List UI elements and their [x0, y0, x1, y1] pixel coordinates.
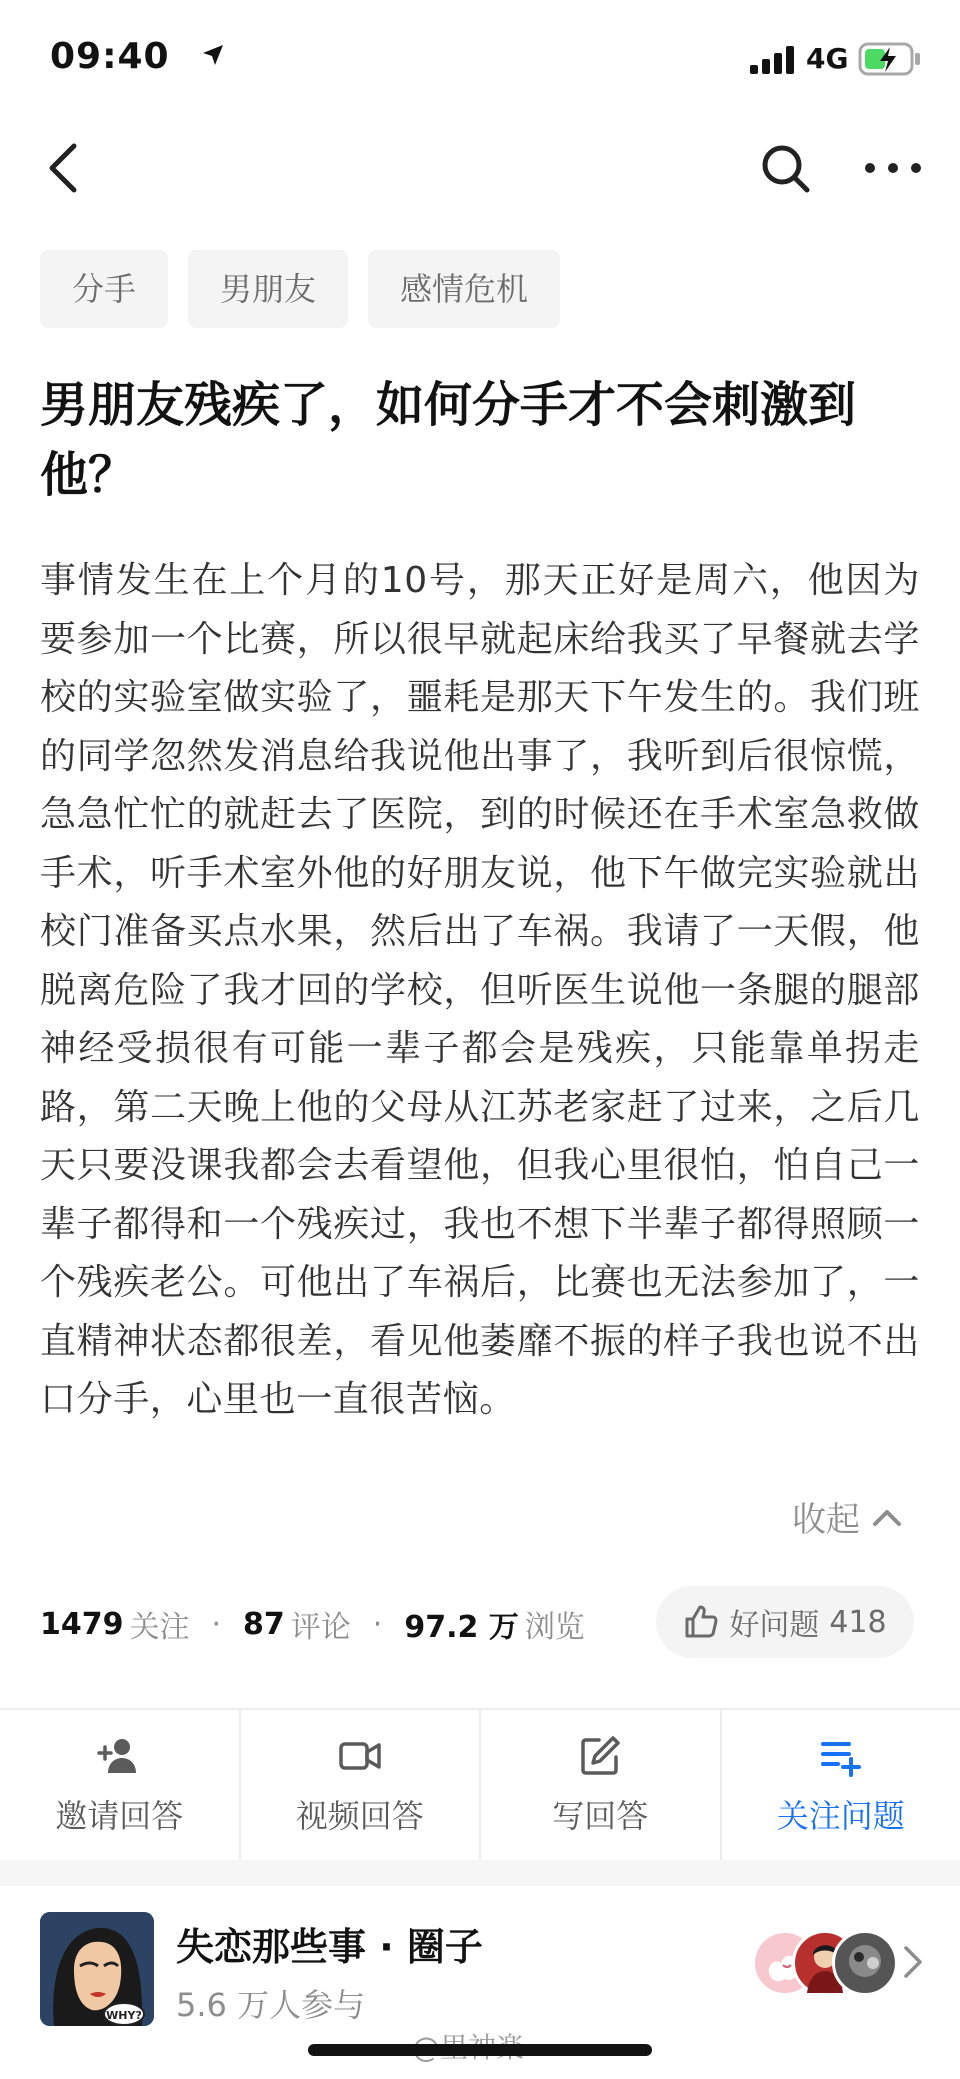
circle-avatar — [40, 1912, 154, 2026]
battery-charging-icon — [858, 42, 922, 76]
follow-count: 1479 — [40, 1606, 124, 1642]
view-count: 97.2 万 — [404, 1610, 519, 1645]
topic-tag[interactable]: 男朋友 — [188, 250, 348, 328]
question-title: 男朋友残疾了，如何分手才不会刺激到他？ — [40, 377, 857, 503]
edit-icon — [577, 1733, 623, 1779]
follow-question-button[interactable] — [722, 1710, 960, 1860]
video-camera-icon — [337, 1733, 383, 1779]
thumbs-up-icon — [683, 1604, 719, 1640]
search-icon[interactable] — [757, 140, 813, 196]
status-bar — [0, 0, 960, 120]
circle-title: 失恋那些事 · 圈子 — [176, 1925, 483, 1969]
topic-tag[interactable]: 感情危机 — [368, 250, 560, 328]
more-options-icon[interactable] — [862, 140, 924, 196]
network-type: 4G — [806, 42, 849, 75]
video-answer-button[interactable] — [241, 1710, 482, 1860]
signal-strength-icon — [750, 46, 796, 74]
section-divider — [0, 1860, 960, 1886]
question-stats — [40, 1594, 585, 1654]
location-arrow-icon — [202, 44, 224, 66]
home-indicator — [308, 2044, 652, 2056]
circle-participants: 5.6 万人参与 — [176, 1986, 366, 2024]
collapse-label: 收起 — [792, 1500, 860, 1540]
stats-separator: · — [372, 1606, 383, 1642]
video-answer-label: 视频回答 — [295, 1797, 424, 1835]
invite-answer-button[interactable] — [0, 1710, 241, 1860]
member-avatar — [832, 1930, 898, 1996]
good-question-button[interactable] — [656, 1586, 914, 1658]
good-question-label: 好问题 — [729, 1608, 820, 1643]
comment-label[interactable]: 评论 — [290, 1610, 351, 1645]
follow-question-label: 关注问题 — [776, 1797, 905, 1835]
chevron-up-icon — [872, 1507, 902, 1527]
back-arrow-icon[interactable] — [40, 138, 90, 198]
good-question-count: 418 — [829, 1604, 887, 1640]
comment-count[interactable]: 87 — [243, 1606, 285, 1642]
invite-answer-label: 邀请回答 — [55, 1797, 184, 1835]
write-answer-label: 写回答 — [552, 1797, 649, 1835]
view-label: 浏览 — [524, 1610, 585, 1645]
status-time: 09:40 — [50, 36, 170, 77]
write-answer-button[interactable] — [481, 1710, 722, 1860]
follow-label: 关注 — [129, 1610, 190, 1645]
member-avatars — [752, 1930, 902, 2000]
question-body: 事情发生在上个月的10号，那天正好是周六，他因为要参加一个比赛，所以很早就起床给我买了早餐就去学校的实验室做实验了，噩耗是那天下午发生的。我们班的同学忽然发消息给我说他出事了，我听到后很惊慌，急急忙忙的就赶去了医院，到的时候还在手术室急救做手术，听手术室外他的好朋友说，他下午做完实验就出校门准备买点水果，然后出了车祸。我请了一天假，他脱离危险了我才回的学校，但听医生说他一条腿的腿部神经受损很有可能一辈子都会是残疾，只能靠单拐走路，第二天晚上他的父母从江苏老家赶了过来，之后几天只要没课我都会去看望他，但我心里很怕，怕自己一辈子都得和一个残疾过，我也不想下半辈子都得照顾一个残疾老公。可他出了车祸后，比赛也无法参加了，一直精神状态都很差，看见他萎靡不振的样子我也说不出口分手，心里也一直很苦恼。 — [40, 560, 920, 1420]
collapse-button[interactable] — [792, 1492, 902, 1541]
answer-action-bar — [0, 1708, 960, 1860]
follow-list-icon — [818, 1733, 864, 1779]
nav-bar — [0, 128, 960, 214]
add-person-icon — [96, 1733, 142, 1779]
stats-separator: · — [211, 1606, 222, 1642]
topic-tag[interactable]: 分手 — [40, 250, 168, 328]
chevron-right-icon[interactable] — [902, 1944, 924, 1980]
topic-tags — [40, 250, 560, 328]
avatar-caption: WHY? — [106, 2009, 142, 2022]
